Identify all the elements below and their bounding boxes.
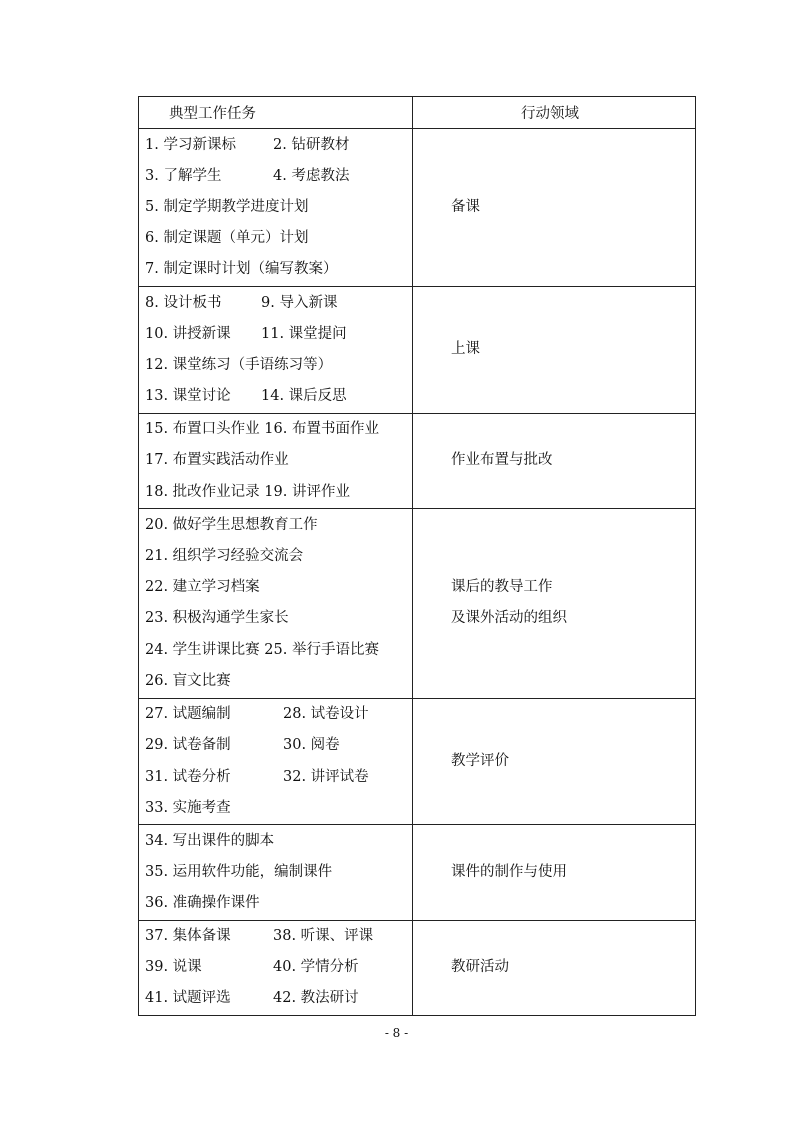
task-line (145, 319, 412, 350)
task-item: 37. 集体备课 (145, 928, 231, 945)
task-line (145, 666, 412, 697)
task-line (145, 730, 412, 761)
task-item: 35. 运用软件功能，编制课件 (145, 863, 333, 880)
table-row (139, 287, 696, 414)
task-line (145, 983, 412, 1014)
task-item: 40. 学情分析 (273, 959, 359, 976)
task-item: 30. 阅卷 (283, 737, 340, 754)
task-item: 9. 导入新课 (261, 294, 338, 311)
task-line (145, 445, 412, 476)
task-line (145, 826, 412, 857)
page-number: - 8 - (384, 1026, 409, 1040)
task-cell (139, 129, 413, 287)
domain-cell (413, 920, 696, 1015)
domain-label: 教研活动 (451, 959, 509, 976)
task-line (145, 192, 412, 223)
task-item: 3. 了解学生 (145, 167, 222, 184)
task-cell (139, 825, 413, 920)
domain-cell (413, 509, 696, 699)
task-item: 34. 写出课件的脚本 (145, 832, 275, 849)
domain-cell (413, 129, 696, 287)
domain-label: 作业布置与批改 (451, 452, 553, 469)
task-line (145, 223, 412, 254)
task-item: 12. 课堂练习（手语练习等） (145, 356, 333, 373)
task-item: 39. 说课 (145, 959, 202, 976)
task-item: 21. 组织学习经验交流会 (145, 548, 304, 565)
task-line (145, 414, 412, 445)
task-item: 42. 教法研讨 (273, 990, 359, 1007)
task-item: 33. 实施考查 (145, 799, 231, 816)
task-item: 17. 布置实践活动作业 (145, 452, 289, 469)
domain-cell (413, 698, 696, 825)
task-item: 8. 设计板书 (145, 294, 222, 311)
task-item: 4. 考虑教法 (273, 167, 350, 184)
task-item: 38. 听课、评课 (273, 928, 374, 945)
task-line (145, 288, 412, 319)
task-line (145, 130, 412, 161)
task-item: 1. 学习新课标 (145, 136, 236, 153)
task-domain-table (138, 96, 696, 1016)
task-item: 29. 试卷备制 (145, 737, 231, 754)
task-item: 28. 试卷设计 (283, 706, 369, 723)
task-item: 15. 布置口头作业 16. 布置书面作业 (145, 421, 379, 438)
task-line (145, 572, 412, 603)
task-line (145, 510, 412, 541)
task-item: 2. 钻研教材 (273, 136, 350, 153)
task-line (145, 635, 412, 666)
domain-label: 课后的教导工作 (451, 579, 553, 596)
task-line (145, 477, 412, 508)
task-item: 36. 准确操作课件 (145, 895, 260, 912)
task-line (145, 350, 412, 381)
domain-label: 及课外活动的组织 (451, 610, 567, 627)
domain-label: 课件的制作与使用 (451, 863, 567, 880)
domain-label: 上课 (451, 341, 480, 358)
table-row (139, 698, 696, 825)
task-line (145, 888, 412, 919)
task-line (145, 161, 412, 192)
task-item: 22. 建立学习档案 (145, 579, 260, 596)
task-line (145, 381, 412, 412)
header-typical-tasks: 典型工作任务 (139, 97, 413, 129)
table-row (139, 920, 696, 1015)
domain-label: 教学评价 (451, 752, 509, 769)
task-item: 7. 制定课时计划（编写教案） (145, 261, 338, 278)
domain-label: 备课 (451, 198, 480, 215)
task-line (145, 952, 412, 983)
table-row (139, 509, 696, 699)
task-line (145, 603, 412, 634)
header-action-domain: 行动领域 (413, 97, 696, 129)
task-cell (139, 920, 413, 1015)
task-line (145, 699, 412, 730)
task-item: 18. 批改作业记录 19. 讲评作业 (145, 483, 350, 500)
task-line (145, 541, 412, 572)
task-line (145, 921, 412, 952)
task-item: 24. 学生讲课比赛 25. 举行手语比赛 (145, 641, 379, 658)
table-row (139, 825, 696, 920)
task-item: 23. 积极沟通学生家长 (145, 610, 289, 627)
table-row (139, 413, 696, 508)
task-item: 31. 试卷分析 (145, 768, 231, 785)
table-header-row (139, 97, 696, 129)
task-item: 10. 讲授新课 (145, 325, 231, 342)
task-cell (139, 413, 413, 508)
task-item: 6. 制定课题（单元）计划 (145, 230, 309, 247)
task-line (145, 857, 412, 888)
task-item: 20. 做好学生思想教育工作 (145, 516, 318, 533)
task-cell (139, 509, 413, 699)
task-cell (139, 698, 413, 825)
task-item: 32. 讲评试卷 (283, 768, 369, 785)
task-line (145, 254, 412, 285)
task-line (145, 793, 412, 824)
domain-cell (413, 287, 696, 414)
task-item: 26. 盲文比赛 (145, 672, 231, 689)
task-item: 41. 试题评选 (145, 990, 231, 1007)
domain-cell (413, 825, 696, 920)
task-item: 11. 课堂提问 (261, 325, 347, 342)
task-cell (139, 287, 413, 414)
task-item: 27. 试题编制 (145, 706, 231, 723)
task-item: 14. 课后反思 (261, 388, 347, 405)
task-item: 5. 制定学期教学进度计划 (145, 198, 309, 215)
task-item: 13. 课堂讨论 (145, 388, 231, 405)
domain-cell (413, 413, 696, 508)
task-line (145, 762, 412, 793)
table-row (139, 129, 696, 287)
